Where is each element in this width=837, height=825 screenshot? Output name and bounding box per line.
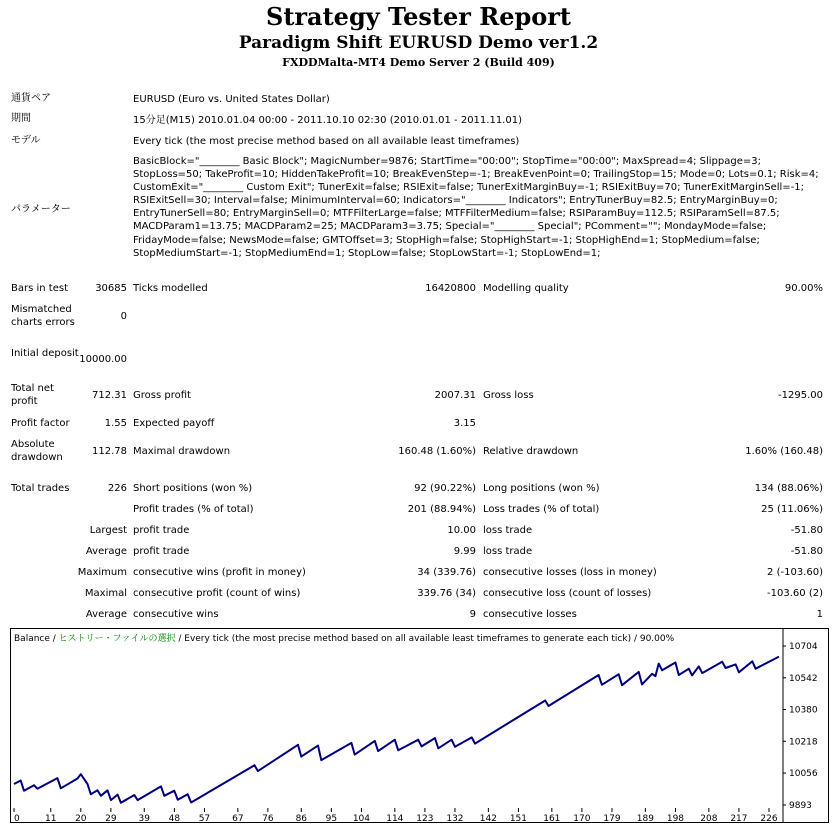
average-profit-label: profit trade <box>133 546 190 557</box>
total-trades-value: 226 <box>107 483 127 494</box>
x-tick-label: 0 <box>14 814 20 822</box>
x-tick-label: 226 <box>760 814 778 822</box>
gross-profit-value: 2007.31 <box>434 390 476 401</box>
expected-payoff-label: Expected payoff <box>133 418 215 429</box>
avg-wins-value: 9 <box>469 609 476 620</box>
average-label: Average <box>85 546 127 557</box>
mismatch-label: Mismatched charts errors <box>11 304 75 328</box>
x-tick-label: 114 <box>386 814 404 822</box>
gross-profit-label: Gross profit <box>133 390 191 401</box>
report-title: Strategy Tester Report <box>265 2 572 31</box>
deposit-value: 10000.00 <box>79 354 127 365</box>
x-tick-label: 151 <box>509 814 528 822</box>
largest-loss-value: -51.80 <box>790 525 823 536</box>
x-tick-label: 76 <box>262 814 274 822</box>
report-subtitle: Paradigm Shift EURUSD Demo ver1.2 <box>238 33 599 53</box>
maximal-loss-value: -103.60 (2) <box>767 588 823 599</box>
y-tick-label: 10704 <box>789 642 818 652</box>
average-loss-label: loss trade <box>483 546 533 557</box>
x-tick-label: 142 <box>479 814 497 822</box>
max-wins-label: consecutive wins (profit in money) <box>133 567 306 578</box>
maximal-profit-label: consecutive profit (count of wins) <box>133 588 301 599</box>
server-name: FXDDMalta-MT4 Demo Server 2 (Build 409) <box>282 56 555 69</box>
period-value: 15分足(M15) 2010.01.04 00:00 - 2011.10.10 02:30 (2010.01.01 - 2011.11.01) <box>133 115 522 126</box>
y-tick-label: 10542 <box>789 673 818 684</box>
x-tick-label: 95 <box>325 814 338 822</box>
largest-profit-label: profit trade <box>133 525 190 536</box>
deposit-label: Initial deposit <box>11 348 79 359</box>
profit-trades-label: Profit trades (% of total) <box>133 504 254 515</box>
balance-chart <box>10 628 829 823</box>
relative-drawdown-value: 1.60% (160.48) <box>745 446 823 457</box>
x-tick-label: 217 <box>730 814 748 822</box>
profit-trades-value: 201 (88.94%) <box>407 504 476 515</box>
average-consecutive-label: Average <box>85 609 127 620</box>
x-tick-label: 57 <box>198 814 211 822</box>
x-tick-label: 86 <box>295 814 308 822</box>
long-positions-label: Long positions (won %) <box>483 483 600 494</box>
total-trades-label: Total trades <box>11 483 70 494</box>
model-label: モデル <box>11 135 41 146</box>
gross-loss-label: Gross loss <box>483 390 534 401</box>
avg-losses-label: consecutive losses <box>483 609 577 620</box>
chart-history-label: ヒストリー・ファイルの選択 <box>58 634 176 644</box>
chart-sep: / <box>49 634 59 644</box>
largest-label: Largest <box>89 525 127 536</box>
relative-drawdown-label: Relative drawdown <box>483 446 579 457</box>
y-tick-label: 10380 <box>789 705 818 716</box>
maximal-label: Maximal <box>84 588 127 599</box>
x-tick-label: 20 <box>75 814 87 822</box>
largest-loss-label: loss trade <box>483 525 533 536</box>
x-tick-label: 48 <box>168 814 181 822</box>
y-tick-label: 10056 <box>789 769 818 780</box>
bars-label: Bars in test <box>11 283 68 294</box>
x-tick-label: 170 <box>573 814 591 822</box>
max-losses-label: consecutive losses (loss in money) <box>483 567 657 578</box>
maximal-loss-label: consecutive loss (count of losses) <box>483 588 652 599</box>
loss-trades-value: 25 (11.06%) <box>761 504 823 515</box>
bars-value: 30685 <box>95 283 127 294</box>
max-wins-value: 34 (339.76) <box>417 567 476 578</box>
x-tick-label: 161 <box>543 814 561 822</box>
net-profit-value: 712.31 <box>92 390 127 401</box>
chart-header <box>14 631 674 644</box>
profit-factor-value: 1.55 <box>104 418 127 429</box>
average-loss-value: -51.80 <box>790 546 823 557</box>
x-tick-label: 29 <box>105 814 117 822</box>
expected-payoff-value: 3.15 <box>453 418 476 429</box>
gross-loss-value: -1295.00 <box>778 390 823 401</box>
largest-profit-value: 10.00 <box>447 525 476 536</box>
maximal-profit-value: 339.76 (34) <box>417 588 476 599</box>
absolute-drawdown-value: 112.78 <box>92 446 127 457</box>
x-tick-label: 67 <box>232 814 244 822</box>
mismatch-value: 0 <box>120 311 127 322</box>
params-label: パラメーター <box>11 204 71 215</box>
net-profit-label: Total net profit <box>11 383 54 407</box>
absolute-drawdown-label: Absolute drawdown <box>11 439 63 463</box>
avg-losses-value: 1 <box>816 609 823 620</box>
max-losses-value: 2 (-103.60) <box>767 567 823 578</box>
quality-value: 90.00% <box>784 283 823 294</box>
symbol-label: 通貨ペア <box>11 93 51 104</box>
maximum-label: Maximum <box>77 567 127 578</box>
x-tick-label: 198 <box>666 814 685 822</box>
x-tick-label: 179 <box>603 814 621 822</box>
loss-trades-label: Loss trades (% of total) <box>483 504 600 515</box>
x-tick-label: 123 <box>416 814 434 822</box>
balance-chart-svg <box>11 629 828 822</box>
balance-line <box>14 657 779 803</box>
profit-factor-label: Profit factor <box>11 418 70 429</box>
short-positions-label: Short positions (won %) <box>133 483 253 494</box>
params-value: BasicBlock="________ Basic Block"; MagicNumber=9876; StartTime="00:00"; StopTime="00:00"; MaxSpread=4; Slippage=3; StopLoss=50; TakeProfit=10; HiddenTakeProfit=10; BreakEvenStep=-1; BreakEvenPoint=0; TrailingStop=15; Mode=0; Lots=0.1; Risk=4; CustomExit="________ Custom Exit"; TunerExit=false; RSIExit=false; TunerExitMarginBuy=-1; RSIExitBuy=70; TunerExitMarginSell=-1; RSIExitSell=30; Interval=false; MinimumInterval=60; Indicators="________ Indicators"; EntryTunerBuy=82.5; EntryMarginBuy=0; EntryTunerSell=80; EntryMarginSell=0; MTFFilterLarge=false; MTFFilterMedium=false; RSIParamBuy=112.5; RSIParamSell=87.5; MACDParam1=13.75; MACDParam2=25; MACDParam3=3.75; Special="________ Special"; PComment=""; MondayMode=false; FridayMode=false; NewsMode=false; GMTOffset=3; StopHigh=false; StopHighStart=-1; StopHighEnd=1; StopMedium=false; StopMediumStart=-1; StopMediumEnd=1; StopLow=false; StopLowStart=-1; StopLowEnd=1; <box>133 156 819 259</box>
maximal-drawdown-label: Maximal drawdown <box>133 446 231 457</box>
x-tick-label: 11 <box>45 814 57 822</box>
y-tick-label: 9893 <box>789 801 812 811</box>
y-tick-label: 10218 <box>789 737 818 748</box>
avg-wins-label: consecutive wins <box>133 609 219 620</box>
average-profit-value: 9.99 <box>453 546 476 557</box>
long-positions-value: 134 (88.06%) <box>754 483 823 494</box>
ticks-label: Ticks modelled <box>133 283 208 294</box>
chart-header-rest: / Every tick (the most precise method based on all available least timeframes to generate each tick) / 90.00% <box>175 634 675 644</box>
symbol-value: EURUSD (Euro vs. United States Dollar) <box>133 94 330 105</box>
short-positions-value: 92 (90.22%) <box>414 483 476 494</box>
maximal-drawdown-value: 160.48 (1.60%) <box>398 446 476 457</box>
quality-label: Modelling quality <box>483 283 569 294</box>
x-tick-label: 39 <box>138 814 151 822</box>
ticks-value: 16420800 <box>425 283 476 294</box>
x-tick-label: 208 <box>700 814 718 822</box>
period-label: 期間 <box>11 113 31 124</box>
x-tick-label: 104 <box>352 814 371 822</box>
model-value: Every tick (the most precise method based on all available least timeframes) <box>133 136 520 147</box>
chart-balance-label: Balance <box>14 634 50 644</box>
x-tick-label: 132 <box>446 814 464 822</box>
x-tick-label: 189 <box>636 814 654 822</box>
